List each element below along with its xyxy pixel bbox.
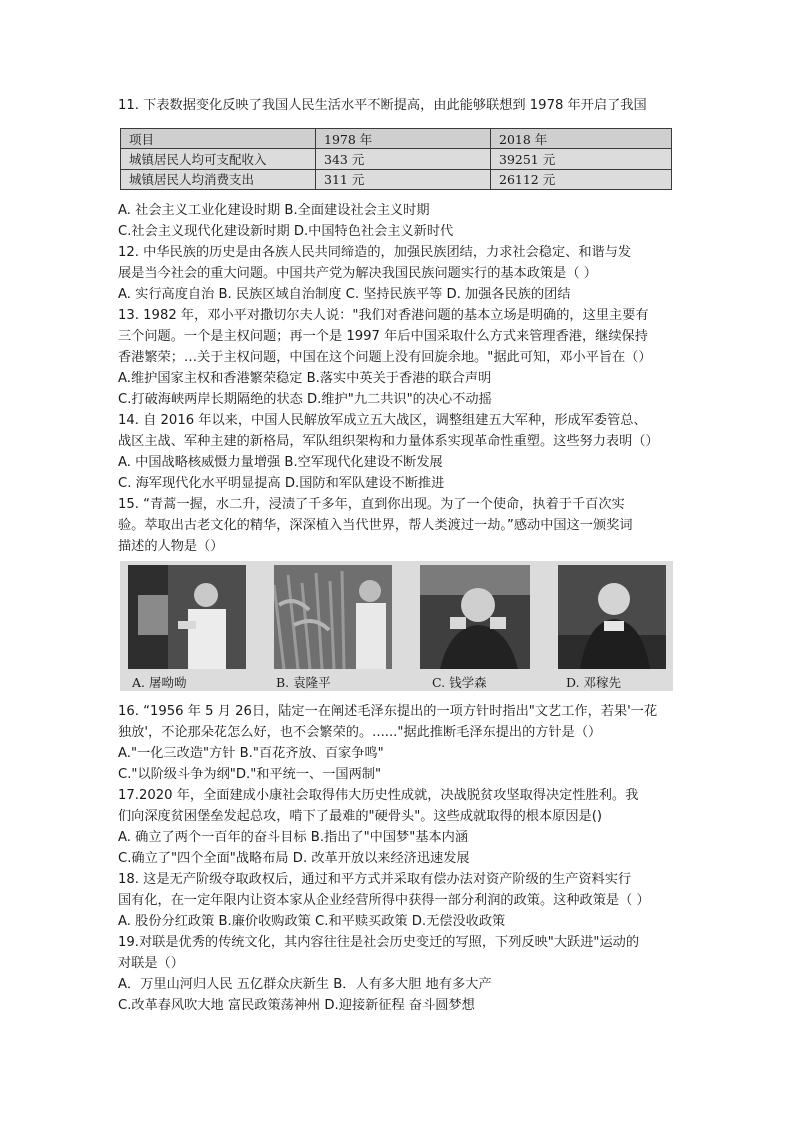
q16-options-1: A."一化三改造"方针 B."百花齐放、百家争鸣"	[118, 746, 384, 761]
q19-stem-1: 19.对联是优秀的传统文化，其内容往往是社会历史变迁的写照，下列反映"大跃进"运动的	[118, 935, 640, 950]
table-cell: 城镇居民人均可支配收入	[121, 149, 316, 169]
table-header-cell: 2018 年	[491, 129, 672, 149]
q16-stem-1: 16. “1956 年 5 月 26日，陆定一在阐述毛泽东提出的一项方针时指出"文艺工作，若果'一花	[118, 704, 658, 719]
table-cell: 311 元	[316, 169, 491, 189]
table-header-cell: 项目	[121, 129, 316, 149]
q16-options-2: C."以阶级斗争为纲"D."和平统一、一国两制"	[118, 767, 382, 782]
caption-d: D. 邓稼先	[566, 675, 622, 690]
table-header-row	[121, 129, 672, 149]
q14-stem-1: 14. 自 2016 年以来，中国人民解放军成立五大战区，调整组建五大军种，形成军委管总、	[118, 413, 647, 428]
q18-stem-1: 18. 这是无产阶级夺取政权后，通过和平方式并采取有偿办法对资产阶级的生产资料实行	[118, 872, 632, 887]
q19-options-1: A．万里山河归人民 五亿群众庆新生 B．人有多大胆 地有多大产	[118, 977, 492, 992]
q17-options-2: C.确立了"四个全面"战略布局 D. 改革开放以来经济迅速发展	[118, 851, 470, 866]
table-cell: 城镇居民人均消费支出	[121, 169, 316, 189]
q13-stem-1: 13. 1982 年，邓小平对撒切尔夫人说："我们对香港问题的基本立场是明确的，这里主要有	[118, 308, 649, 323]
caption-b: B. 袁隆平	[276, 675, 331, 690]
q15-stem-3: 描述的人物是（）	[118, 539, 224, 554]
q14-stem-2: 战区主战、军种主建的新格局，军队组织架构和力量体系实现革命性重塑。这些努力表明（）	[118, 434, 659, 449]
table-row	[121, 149, 672, 169]
q19-options-2: C.改革春风吹大地 富民政策荡神州 D.迎接新征程 奋斗圆梦想	[118, 998, 475, 1013]
q17-stem-2: 们向深度贫困堡垒发起总攻，啃下了最难的"硬骨头"。这些成就取得的根本原因是()	[118, 809, 602, 824]
q13-stem-3: 香港繁荣；…关于主权问题，中国在这个问题上没有回旋余地。"据此可知，邓小平旨在（）	[118, 350, 652, 365]
q11-options-1: A. 社会主义工业化建设时期 B.全面建设社会主义时期	[118, 203, 430, 218]
q12-options: A. 实行高度自治 B. 民族区域自治制度 C. 坚持民族平等 D. 加强各民族的团结	[118, 287, 571, 302]
q18-options: A. 股份分红政策 B.廉价收购政策 C.和平赎买政策 D.无偿没收政策	[118, 914, 506, 929]
q15-stem-2: 验。萃取出古老文化的精华，深深植入当代世界，帮人类渡过一劫。”感动中国这一颁奖词	[118, 518, 633, 533]
photo-rice-field	[274, 565, 392, 669]
q13-stem-2: 三个问题。一个是主权问题；再一个是 1997 年后中国采取什么方式来管理香港，继续保持	[118, 329, 648, 344]
q18-stem-2: 国有化，在一定年限内让资本家从企业经营所得中获得一部分利润的政策。这种政策是（ ）	[118, 893, 650, 908]
caption-a: A. 屠呦呦	[132, 675, 187, 690]
photo-scientist-smiling	[558, 565, 666, 669]
table-header-cell: 1978 年	[316, 129, 491, 149]
q16-stem-2: 独放'，不论那朵花怎么好，也不会繁荣的。......"据此推断毛泽东提出的方针是（）	[118, 725, 602, 740]
table-cell: 39251 元	[491, 149, 672, 169]
q12-stem-2: 展是当今社会的重大问题。中国共产党为解决我国民族问题实行的基本政策是（ ）	[118, 266, 597, 281]
q14-options-2: C. 海军现代化水平明显提高 D.国防和军队建设不断推进	[118, 476, 445, 491]
q19-stem-2: 对联是（）	[118, 956, 184, 971]
q13-options-1: A.维护国家主权和香港繁荣稳定 B.落实中英关于香港的联合声明	[118, 371, 492, 386]
q13-options-2: C.打破海峡两岸长期隔绝的状态 D.维护"九二共识"的决心不动摇	[118, 392, 492, 407]
q11-data-table	[120, 128, 672, 190]
caption-c: C. 钱学森	[432, 675, 487, 690]
photo-scientist-lab	[128, 565, 246, 669]
table-cell: 26112 元	[491, 169, 672, 189]
table-cell: 343 元	[316, 149, 491, 169]
photo-scientist-reading	[420, 565, 530, 669]
q17-stem-1: 17.2020 年，全面建成小康社会取得伟大历史性成就，决战脱贫攻坚取得决定性胜利。我	[118, 788, 639, 803]
q17-options-1: A. 确立了两个一百年的奋斗目标 B.指出了"中国梦"基本内涵	[118, 830, 469, 845]
table-row	[121, 169, 672, 189]
q15-stem-1: 15. “青蒿一握，水二升，浸渍了千多年，直到你出现。为了一个使命，执着于千百次实	[118, 497, 625, 512]
q14-options-1: A. 中国战略核威慑力量增强 B.空军现代化建设不断发展	[118, 455, 443, 470]
q11-options-2: C.社会主义现代化建设新时期 D.中国特色社会主义新时代	[118, 224, 454, 239]
q11-stem: 11. 下表数据变化反映了我国人民生活水平不断提高，由此能够联想到 1978 年开启了我国	[118, 98, 647, 113]
q15-photo-strip	[120, 561, 673, 691]
q12-stem-1: 12. 中华民族的历史是由各族人民共同缔造的，加强民族团结，力求社会稳定、和谐与发	[118, 245, 632, 260]
